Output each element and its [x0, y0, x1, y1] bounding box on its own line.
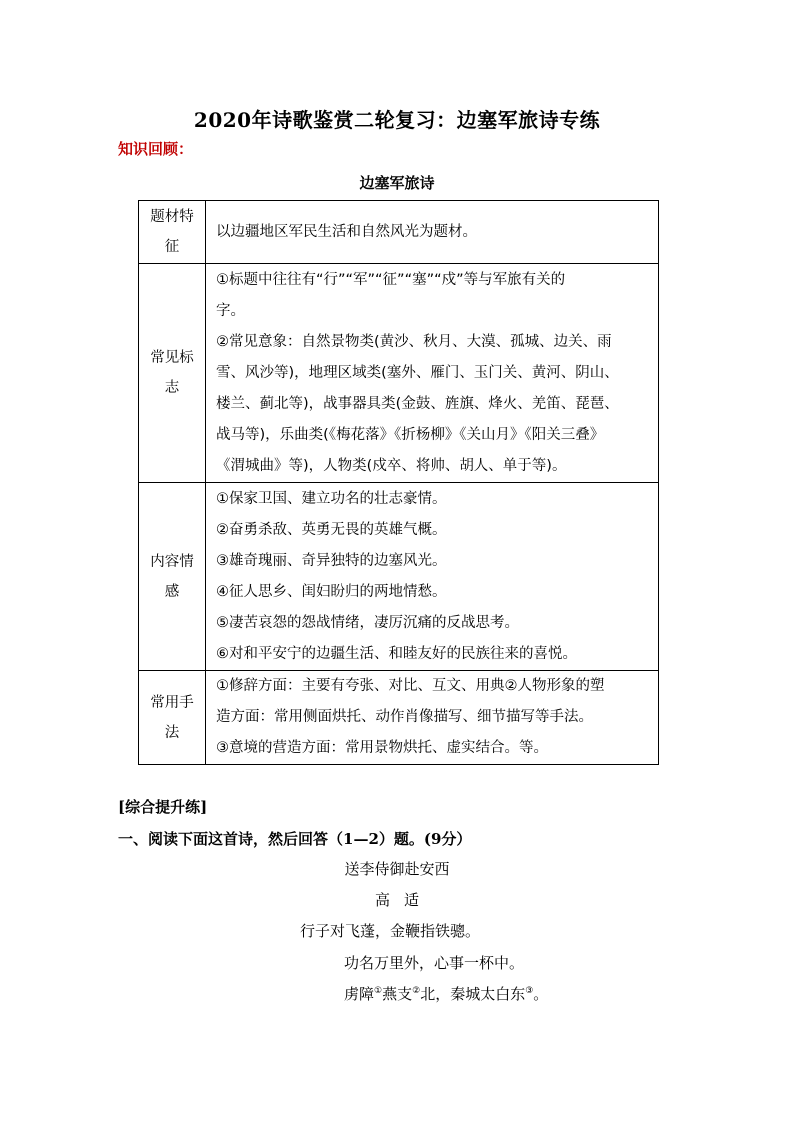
poem-text: 虏障 [344, 985, 375, 1003]
value-line: ③意境的营造方面：常用景物烘托、虚实结合。等。 [216, 740, 548, 756]
value-line: ①保家卫国、建立功名的壮志豪情。 [216, 490, 447, 507]
value-line: ①修辞方面：主要有夸张、对比、互文、用典②人物形象的塑 [216, 678, 605, 694]
poem-author: 高适 [374, 891, 433, 909]
value-line: 以边疆地区军民生活和自然风光为题材。 [216, 223, 477, 240]
table-title: 边塞军旅诗 [359, 174, 435, 192]
poem-line: 功名万里外，心事一杯中。 [344, 954, 525, 972]
poem-text: 燕支 [382, 985, 413, 1003]
key-text: 常见标 [150, 350, 194, 366]
row-key-cell [139, 671, 206, 765]
knowledge-table [138, 200, 659, 765]
value-line: 楼兰、蓟北等)，战事器具类(金鼓、旌旗、烽火、羌笛、琵琶、 [216, 395, 619, 412]
footnote-marker: ② [412, 986, 421, 996]
poem-line: 行子对飞蓬，金鞭指铁骢。 [300, 922, 481, 940]
row-value-cell [206, 264, 659, 483]
page-title: 2020年诗歌鉴赏二轮复习：边塞军旅诗专练 [193, 108, 601, 132]
poem-text: 。 [533, 985, 549, 1003]
table-row [139, 483, 659, 671]
value-line: 字。 [216, 302, 245, 319]
table-row [139, 671, 659, 765]
row-value-cell [206, 671, 659, 765]
table-row [139, 201, 659, 264]
row-key-cell [139, 264, 206, 483]
question-prompt: 一、阅读下面这首诗，然后回答（1—2）题。(9分） [118, 830, 472, 848]
value-line: ②奋勇杀敌、英勇无畏的英雄气概。 [216, 521, 447, 538]
key-text: 感 [164, 583, 180, 600]
key-text: 志 [164, 380, 180, 396]
value-line: ⑥对和平安宁的边疆生活、和睦友好的民族往来的喜悦。 [216, 645, 577, 662]
value-line: ③雄奇瑰丽、奇异独特的边塞风光。 [216, 552, 447, 569]
key-text: 常用手 [150, 694, 194, 711]
footnote-marker: ① [374, 986, 383, 996]
key-text: 内容情 [150, 553, 194, 570]
key-text: 征 [164, 239, 180, 255]
row-key-cell [139, 201, 206, 264]
poem-text: 北，秦城太白东 [420, 985, 526, 1003]
value-line: 造方面：常用侧面烘托、动作肖像描写、细节描写等手法。 [216, 709, 593, 725]
knowledge-review-label: 知识回顾： [118, 140, 194, 158]
key-text: 法 [164, 724, 180, 741]
value-line: ①标题中往往有“行”“军”“征”“塞”“戍”等与军旅有关的 [216, 271, 566, 288]
row-key-cell [139, 483, 206, 671]
value-line: ②常见意象：自然景物类(黄沙、秋月、大漠、孤城、边关、雨 [216, 333, 612, 350]
value-line: ④征人思乡、闺妇盼归的两地情愁。 [216, 583, 447, 600]
value-line: 战马等)，乐曲类(《梅花落》《折杨柳》《关山月》《阳关三叠》 [216, 426, 605, 443]
table-row [139, 264, 659, 483]
value-line: ⑤凄苦哀怨的怨战情绪，凄厉沉痛的反战思考。 [216, 614, 519, 631]
practice-heading: [综合提升练] [118, 798, 208, 816]
poem-line [344, 983, 548, 1004]
poem-title: 送李侍御赴安西 [344, 860, 450, 878]
key-text: 题材特 [150, 209, 194, 225]
value-line: 雪、风沙等)，地理区域类(塞外、雁门、玉门关、黄河、阴山、 [216, 364, 619, 381]
row-value-cell [206, 483, 659, 671]
row-value-cell [206, 201, 659, 264]
value-line: 《渭城曲》等)，人物类(戍卒、将帅、胡人、单于等)。 [216, 457, 567, 474]
footnote-marker: ③ [525, 986, 534, 996]
